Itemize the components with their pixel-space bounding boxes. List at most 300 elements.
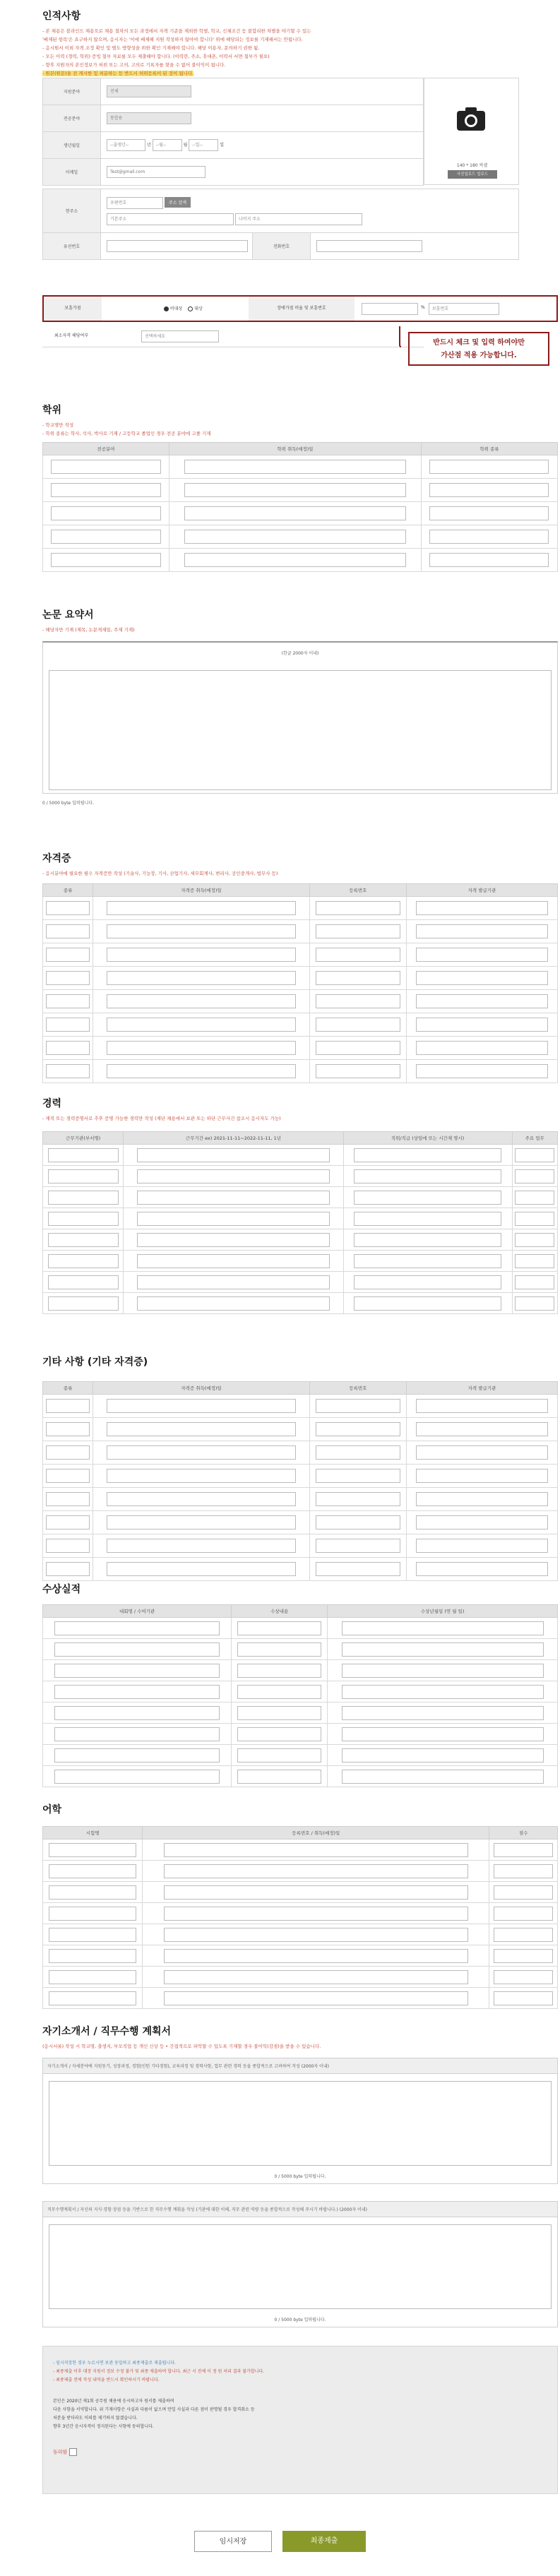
birth-year-select[interactable]: --출생년-- xyxy=(107,139,145,151)
cell-input[interactable] xyxy=(316,1445,400,1460)
table-cell xyxy=(43,990,93,1013)
cell-input[interactable] xyxy=(494,1864,553,1878)
military-select[interactable]: 선택하세요 xyxy=(141,330,219,342)
education-table xyxy=(42,442,558,572)
cell-input[interactable] xyxy=(48,1169,119,1183)
cell-input[interactable] xyxy=(515,1254,554,1268)
cell-input[interactable] xyxy=(342,1770,544,1784)
cell-input[interactable] xyxy=(416,948,548,962)
table-row xyxy=(43,1272,558,1293)
table-cell xyxy=(43,1272,124,1293)
table-cell xyxy=(43,1534,93,1558)
table-cell xyxy=(43,1145,124,1166)
cell-input[interactable] xyxy=(164,1928,468,1942)
column-header: 주요 업무 xyxy=(512,1132,558,1145)
cell-input[interactable] xyxy=(515,1212,554,1226)
cell-input[interactable] xyxy=(494,1991,553,2005)
cell-input[interactable] xyxy=(494,1949,553,1963)
cell-input[interactable] xyxy=(515,1169,554,1183)
cell-input[interactable] xyxy=(46,1445,90,1460)
cell-input[interactable] xyxy=(107,1064,297,1078)
cell-input[interactable] xyxy=(429,530,549,544)
cell-input[interactable] xyxy=(164,1991,468,2005)
cell-input[interactable] xyxy=(137,1191,330,1205)
table-cell xyxy=(143,1945,489,1967)
table-cell xyxy=(43,1441,93,1465)
table-cell xyxy=(43,1924,143,1945)
cell-input[interactable] xyxy=(316,1492,400,1506)
table-cell xyxy=(43,1060,93,1083)
zipcode-input[interactable]: 우편번호 xyxy=(107,197,163,209)
section-title-other: 기타 사항 (기타 자격증) xyxy=(42,1356,148,1368)
table-cell xyxy=(421,455,557,479)
table-row xyxy=(43,920,558,943)
personal-notes xyxy=(42,27,558,78)
cell-input[interactable] xyxy=(46,1492,90,1506)
cell-input[interactable] xyxy=(107,1041,297,1055)
cell-input[interactable] xyxy=(184,530,405,544)
address-input[interactable]: 기본주소 xyxy=(107,213,234,225)
table-cell xyxy=(43,1251,124,1272)
cell-input[interactable] xyxy=(515,1233,554,1247)
cell-input[interactable] xyxy=(316,1422,400,1436)
table-cell xyxy=(343,1272,512,1293)
cell-input[interactable] xyxy=(316,1539,400,1553)
cell-input[interactable] xyxy=(184,460,405,474)
cell-input[interactable] xyxy=(46,1041,90,1055)
cell-input[interactable] xyxy=(107,901,297,915)
cell-input[interactable] xyxy=(416,924,548,938)
notice-line: - 최종제출 이후 대장 지원서 정보 수정 불가 및 최종 제출하여 합니다. 최근 시 전체 이 정 원 처리 결과 불가합니다. xyxy=(53,2369,265,2374)
table-cell xyxy=(43,1882,143,1903)
column-header: 직위/직급 (상임에 또는 시간제 명시) xyxy=(343,1132,512,1145)
birth-day-select[interactable]: --일-- xyxy=(189,139,218,151)
table-cell xyxy=(489,1839,558,1861)
cell-input[interactable] xyxy=(416,1422,548,1436)
radio-not-target[interactable] xyxy=(164,306,169,311)
cell-input[interactable] xyxy=(51,553,162,567)
cell-input[interactable] xyxy=(107,1445,297,1460)
note-line: - 모든 이력 (경력, 학위) 증빙 첨부 자료를 모두 제출해야 합니다. (이력란, 주소, 휴대폰, 이력서 서면 첨부가 필요) xyxy=(42,54,270,59)
table-cell xyxy=(232,1766,328,1787)
cell-input[interactable] xyxy=(46,1469,90,1483)
cell-input[interactable] xyxy=(416,1445,548,1460)
cell-input[interactable] xyxy=(494,1907,553,1921)
cell-input[interactable] xyxy=(354,1191,501,1205)
cell-input[interactable] xyxy=(184,483,405,497)
cell-input[interactable] xyxy=(416,1469,548,1483)
cell-input[interactable] xyxy=(316,1041,400,1055)
cell-input[interactable] xyxy=(54,1621,220,1635)
column-header: 자격 발급기관 xyxy=(406,1382,557,1395)
cell-input[interactable] xyxy=(51,483,162,497)
table-cell xyxy=(43,1208,124,1229)
note-line: - 학교명만 작성 xyxy=(42,422,74,428)
cell-input[interactable] xyxy=(316,948,400,962)
cell-input[interactable] xyxy=(316,1018,400,1032)
table-cell xyxy=(93,1488,310,1511)
cell-input[interactable] xyxy=(46,1515,90,1530)
cell-input[interactable] xyxy=(164,1885,468,1900)
cell-input[interactable] xyxy=(429,553,549,567)
cell-input[interactable] xyxy=(48,1212,119,1226)
table-cell xyxy=(343,1251,512,1272)
table-cell xyxy=(43,1037,93,1060)
lang-section xyxy=(42,1802,558,2009)
table-row xyxy=(43,1251,558,1272)
cell-input[interactable] xyxy=(342,1642,544,1657)
thesis-byte-count: 0 / 5000 byte 입력됩니다. xyxy=(42,801,95,806)
photo-size-note: 140 * 180 픽셀 xyxy=(456,163,488,168)
major-select[interactable]: 통합용 xyxy=(107,112,191,124)
cell-input[interactable] xyxy=(316,1064,400,1078)
cell-input[interactable] xyxy=(46,924,90,938)
table-cell xyxy=(421,525,557,549)
cell-input[interactable] xyxy=(237,1748,321,1763)
agree-checkbox[interactable] xyxy=(69,2448,77,2456)
table-cell xyxy=(93,897,310,920)
cell-input[interactable] xyxy=(164,1907,468,1921)
cell-input[interactable] xyxy=(51,530,162,544)
cell-input[interactable] xyxy=(429,506,549,520)
notice-box xyxy=(42,2346,558,2494)
table-cell xyxy=(309,1558,406,1581)
table-cell xyxy=(43,967,93,990)
cell-input[interactable] xyxy=(48,1275,119,1289)
cell-input[interactable] xyxy=(342,1706,544,1720)
cell-input[interactable] xyxy=(416,1018,548,1032)
table-cell xyxy=(93,1558,310,1581)
table-cell xyxy=(43,1724,232,1745)
cell-input[interactable] xyxy=(137,1212,330,1226)
table-cell xyxy=(309,1534,406,1558)
cell-input[interactable] xyxy=(416,1399,548,1413)
table-cell xyxy=(309,1511,406,1534)
radio-label: 비대상 xyxy=(169,306,183,311)
cell-input[interactable] xyxy=(342,1748,544,1763)
cell-input[interactable] xyxy=(49,1843,136,1857)
table-cell xyxy=(406,1060,557,1083)
cell-input[interactable] xyxy=(494,1885,553,1900)
cell-input[interactable] xyxy=(184,553,405,567)
selfintro-textarea[interactable] xyxy=(49,2081,552,2166)
cell-input[interactable] xyxy=(49,1970,136,1984)
cell-input[interactable] xyxy=(107,948,297,962)
table-row xyxy=(43,1060,558,1083)
cell-input[interactable] xyxy=(54,1770,220,1784)
column-header: 자격증 취득(예정)일 xyxy=(93,1382,310,1395)
note-line: - 응시원서 이외 자격 조정 확인 및 별도 방향성을 위한 확인 기재해야 합니다. 해당 이용자, 문의하기 권한 됨. xyxy=(42,45,260,51)
cell-input[interactable] xyxy=(54,1706,220,1720)
table-row xyxy=(43,1013,558,1037)
cell-input[interactable] xyxy=(49,1907,136,1921)
cell-input[interactable] xyxy=(107,1018,297,1032)
cell-input[interactable] xyxy=(107,1469,297,1483)
table-cell xyxy=(309,1488,406,1511)
cell-input[interactable] xyxy=(237,1621,321,1635)
cell-input[interactable] xyxy=(416,1562,548,1576)
career-section xyxy=(42,1096,558,1314)
cell-input[interactable] xyxy=(51,506,162,520)
table-cell xyxy=(43,1488,93,1511)
cell-input[interactable] xyxy=(316,1562,400,1576)
table-row xyxy=(43,502,558,525)
cell-input[interactable] xyxy=(354,1254,501,1268)
cell-input[interactable] xyxy=(164,1864,468,1878)
cell-input[interactable] xyxy=(107,924,297,938)
temp-save-button[interactable]: 임시저장 xyxy=(194,2531,272,2552)
cell-input[interactable] xyxy=(137,1233,330,1247)
cell-input[interactable] xyxy=(164,1949,468,1963)
cell-input[interactable] xyxy=(354,1296,501,1311)
cell-input[interactable] xyxy=(316,971,400,985)
cell-input[interactable] xyxy=(416,901,548,915)
cell-input[interactable] xyxy=(107,994,297,1008)
cell-input[interactable] xyxy=(54,1642,220,1657)
cell-input[interactable] xyxy=(237,1706,321,1720)
label-field: 지원분야 xyxy=(43,78,101,105)
table-cell xyxy=(512,1166,558,1187)
table-cell xyxy=(512,1229,558,1251)
cell-input[interactable] xyxy=(416,1539,548,1553)
cell-input[interactable] xyxy=(237,1685,321,1699)
cell-input[interactable] xyxy=(429,483,549,497)
cell-input[interactable] xyxy=(237,1727,321,1741)
table-cell xyxy=(406,1465,557,1488)
cell-input[interactable] xyxy=(48,1296,119,1311)
cell-input[interactable] xyxy=(49,1928,136,1942)
table-cell xyxy=(93,990,310,1013)
radio-label: 대상 xyxy=(194,306,203,311)
mobile-input[interactable] xyxy=(316,240,422,252)
table-cell xyxy=(309,990,406,1013)
cell-input[interactable] xyxy=(316,1469,400,1483)
cell-input[interactable] xyxy=(237,1770,321,1784)
section-title-education: 학위 xyxy=(42,405,62,416)
label-email: 이메일 xyxy=(43,159,101,186)
cell-input[interactable] xyxy=(49,1864,136,1878)
cell-input[interactable] xyxy=(107,1515,297,1530)
note-line: - 향후 지원자의 본인정보가 허위 또는 고의, 고의로 기록자를 찾을 수 없어 불이익이 됩니다. xyxy=(42,62,226,68)
cell-input[interactable] xyxy=(137,1169,330,1183)
address-detail-input[interactable]: 나머지 주소 xyxy=(235,213,362,225)
cell-input[interactable] xyxy=(494,1928,553,1942)
table-row xyxy=(43,1166,558,1187)
table-cell xyxy=(93,1037,310,1060)
cell-input[interactable] xyxy=(54,1685,220,1699)
jobplan-textarea[interactable] xyxy=(49,2224,552,2309)
cell-input[interactable] xyxy=(48,1191,119,1205)
table-cell xyxy=(421,479,557,502)
cell-input[interactable] xyxy=(429,460,549,474)
final-submit-button[interactable]: 최종제출 xyxy=(282,2531,366,2552)
email-input[interactable]: Test@gmail.com xyxy=(107,166,205,178)
column-header: 근무기간 ex) 2021-11-11~2022-11-11, 1년 xyxy=(124,1132,343,1145)
cell-input[interactable] xyxy=(515,1296,554,1311)
column-header: 시험명 xyxy=(43,1827,143,1839)
cell-input[interactable] xyxy=(48,1233,119,1247)
table-cell xyxy=(169,455,421,479)
cell-input[interactable] xyxy=(416,994,548,1008)
cell-input[interactable] xyxy=(49,1949,136,1963)
table-cell xyxy=(309,1013,406,1037)
cell-input[interactable] xyxy=(107,1492,297,1506)
cell-input[interactable] xyxy=(416,1515,548,1530)
cell-input[interactable] xyxy=(342,1621,544,1635)
notice-line: - 임시저장한 경우 누르시면 보관 동일하고 최종제출로 제출됩니다. xyxy=(53,2361,176,2366)
cell-input[interactable] xyxy=(494,1843,553,1857)
table-cell xyxy=(43,1013,93,1037)
cell-input[interactable] xyxy=(137,1148,330,1162)
table-cell xyxy=(93,1395,310,1418)
cell-input[interactable] xyxy=(46,901,90,915)
pledge-line: 본인은 2020년 제1회 공무원 채용에 응시하고자 원서를 제출하며 xyxy=(53,2399,174,2404)
cell-input[interactable] xyxy=(46,1064,90,1078)
cell-input[interactable] xyxy=(164,1970,468,1984)
unit-percent: % xyxy=(421,305,425,310)
veteran-percent-input[interactable] xyxy=(362,303,418,315)
cell-input[interactable] xyxy=(48,1148,119,1162)
table-row xyxy=(43,549,558,572)
cell-input[interactable] xyxy=(316,1515,400,1530)
cell-input[interactable] xyxy=(46,948,90,962)
table-row xyxy=(43,1660,558,1681)
cell-input[interactable] xyxy=(416,1492,548,1506)
cell-input[interactable] xyxy=(46,1539,90,1553)
cell-input[interactable] xyxy=(107,971,297,985)
cell-input[interactable] xyxy=(184,506,405,520)
lang-table xyxy=(42,1826,558,2009)
cell-input[interactable] xyxy=(107,1399,297,1413)
table-cell xyxy=(309,967,406,990)
other-table xyxy=(42,1381,558,1581)
cell-input[interactable] xyxy=(107,1539,297,1553)
section-title-awards: 수상실적 xyxy=(42,1584,81,1595)
veteran-row xyxy=(42,295,558,322)
cell-input[interactable] xyxy=(107,1422,297,1436)
photo-box xyxy=(424,78,519,185)
label-mobile: 전화번호 xyxy=(253,233,311,260)
table-cell xyxy=(232,1660,328,1681)
cell-input[interactable] xyxy=(54,1664,220,1678)
cell-input[interactable] xyxy=(137,1254,330,1268)
table-cell xyxy=(124,1229,343,1251)
cell-input[interactable] xyxy=(46,1018,90,1032)
table-row xyxy=(43,525,558,549)
cell-input[interactable] xyxy=(137,1275,330,1289)
cell-input[interactable] xyxy=(354,1275,501,1289)
veteran-radios xyxy=(164,305,203,311)
cell-input[interactable] xyxy=(354,1169,501,1183)
cell-input[interactable] xyxy=(316,1399,400,1413)
table-cell xyxy=(43,1903,143,1924)
column-header: 종류 xyxy=(43,1382,93,1395)
table-row xyxy=(43,1839,558,1861)
radio-target[interactable] xyxy=(188,306,193,311)
table-cell xyxy=(169,479,421,502)
birth-month-select[interactable]: --월-- xyxy=(153,139,182,151)
cell-input[interactable] xyxy=(354,1212,501,1226)
cell-input[interactable] xyxy=(416,1041,548,1055)
table-cell xyxy=(421,502,557,525)
cell-input[interactable] xyxy=(316,924,400,938)
table-cell xyxy=(328,1703,558,1724)
callout-pointer xyxy=(399,326,401,347)
cell-input[interactable] xyxy=(54,1727,220,1741)
table-cell xyxy=(124,1187,343,1208)
photo-upload-button[interactable]: 사진업로드 업로드 xyxy=(448,170,497,179)
cell-input[interactable] xyxy=(354,1233,501,1247)
table-cell xyxy=(93,967,310,990)
cell-input[interactable] xyxy=(51,460,162,474)
cell-input[interactable] xyxy=(416,971,548,985)
table-cell xyxy=(406,1441,557,1465)
table-row xyxy=(43,1534,558,1558)
table-cell xyxy=(309,1441,406,1465)
military-row xyxy=(42,325,424,347)
table-cell xyxy=(169,525,421,549)
cell-input[interactable] xyxy=(354,1148,501,1162)
pledge-line: 다음 사항을 서약합니다. 위 기재사항은 사실과 다름이 없으며 만일 사실과 다른 점이 판명될 경우 합격취소 등 xyxy=(53,2407,255,2412)
field-select[interactable]: 전체 xyxy=(107,85,191,97)
section-title-personal: 인적사항 xyxy=(42,11,81,22)
phone-input[interactable] xyxy=(107,240,248,252)
awards-table xyxy=(42,1604,558,1787)
veteran-number-input[interactable]: 보훈번호 xyxy=(429,303,499,315)
cell-input[interactable] xyxy=(46,1399,90,1413)
cell-input[interactable] xyxy=(107,1562,297,1576)
cell-input[interactable] xyxy=(316,994,400,1008)
cell-input[interactable] xyxy=(48,1254,119,1268)
cell-input[interactable] xyxy=(515,1191,554,1205)
cell-input[interactable] xyxy=(49,1885,136,1900)
address-search-button[interactable]: 주소 검색 xyxy=(165,197,191,208)
cell-input[interactable] xyxy=(515,1275,554,1289)
cell-input[interactable] xyxy=(46,971,90,985)
table-cell xyxy=(309,897,406,920)
cell-input[interactable] xyxy=(137,1296,330,1311)
cell-input[interactable] xyxy=(237,1642,321,1657)
final-submit-wrap xyxy=(282,2531,366,2552)
table-cell xyxy=(43,1660,232,1681)
table-row xyxy=(43,1924,558,1945)
cell-input[interactable] xyxy=(342,1664,544,1678)
table-cell xyxy=(43,1745,232,1766)
cell-input[interactable] xyxy=(164,1843,468,1857)
cell-input[interactable] xyxy=(342,1685,544,1699)
cell-input[interactable] xyxy=(494,1970,553,1984)
cell-input[interactable] xyxy=(46,994,90,1008)
cell-input[interactable] xyxy=(46,1562,90,1576)
table-cell xyxy=(328,1724,558,1745)
column-header: 등록번호 xyxy=(309,884,406,897)
table-cell xyxy=(43,1839,143,1861)
thesis-limit: (한글 2000자 이내) xyxy=(281,651,319,656)
cell-input[interactable] xyxy=(342,1727,544,1741)
cell-input[interactable] xyxy=(49,1991,136,2005)
table-cell xyxy=(328,1618,558,1639)
cell-input[interactable] xyxy=(54,1748,220,1763)
cell-input[interactable] xyxy=(316,901,400,915)
note-line-highlight: - 원본(원문)을 전 게시한 및 처분하는 등 반드시 허위등록이 된 것이 됩니다. xyxy=(42,71,194,76)
cell-input[interactable] xyxy=(237,1664,321,1678)
cell-input[interactable] xyxy=(515,1148,554,1162)
cell-input[interactable] xyxy=(46,1422,90,1436)
cell-input[interactable] xyxy=(416,1064,548,1078)
table-cell xyxy=(406,897,557,920)
label-phone: 유선번호 xyxy=(43,233,101,260)
thesis-textarea[interactable] xyxy=(49,670,552,790)
